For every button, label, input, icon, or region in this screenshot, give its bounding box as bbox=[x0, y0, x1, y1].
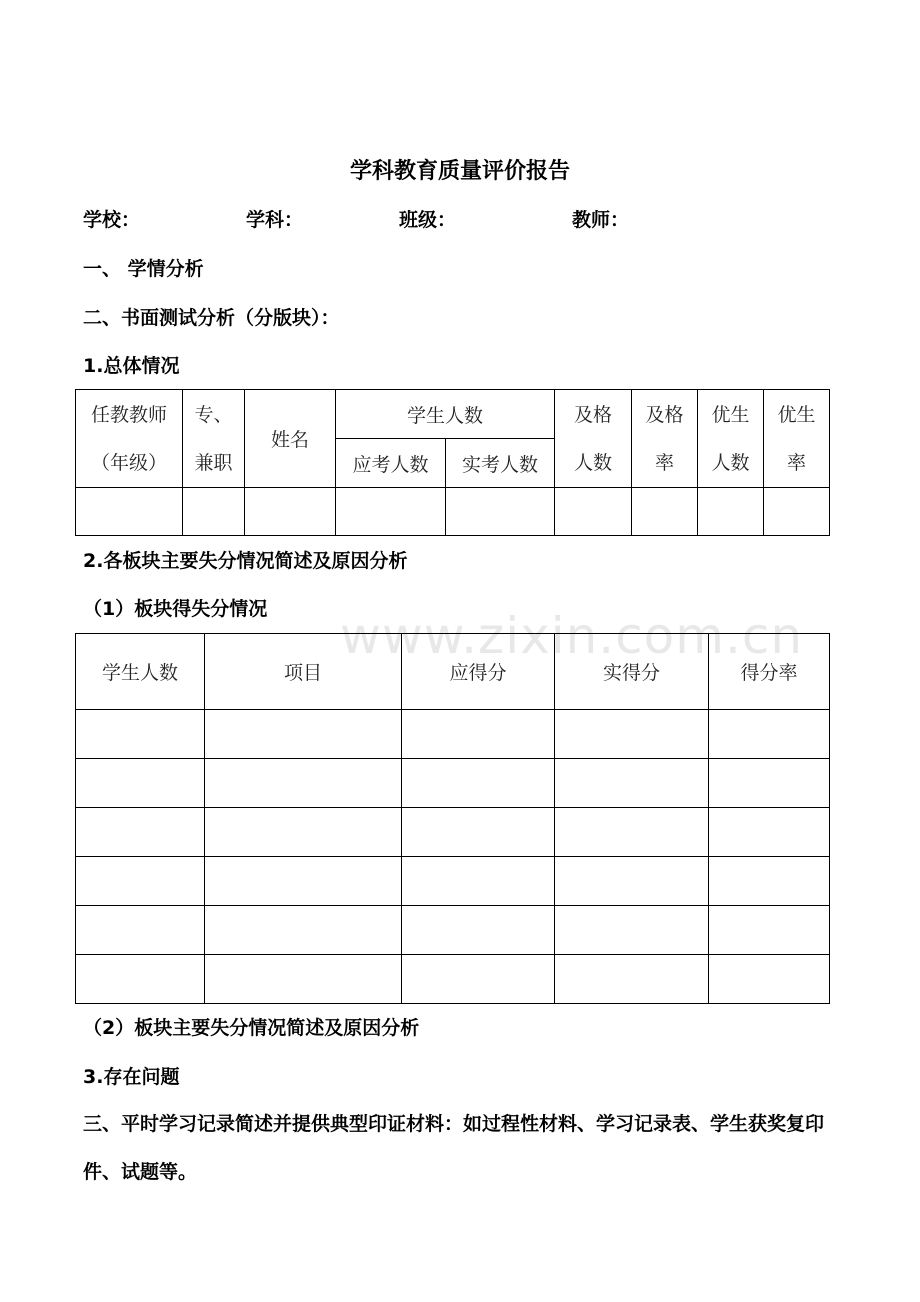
table-cell bbox=[555, 488, 632, 536]
table-cell bbox=[446, 488, 555, 536]
header-employment-type: 专、 兼职 bbox=[183, 390, 245, 488]
subsection-overall: 1.总体情况 bbox=[83, 355, 180, 377]
subsection-loss-analysis: （2）板块主要失分情况简述及原因分析 bbox=[83, 1017, 420, 1039]
header-item: 项目 bbox=[205, 634, 402, 710]
section-learning-analysis: 一、 学情分析 bbox=[83, 258, 204, 280]
teacher-label: 教师： bbox=[572, 209, 630, 231]
header-score-rate: 得分率 bbox=[709, 634, 830, 710]
table-cell bbox=[698, 488, 764, 536]
table-row bbox=[76, 857, 830, 906]
school-label: 学校： bbox=[83, 209, 141, 231]
table-cell bbox=[336, 488, 446, 536]
header-actual-count: 实考人数 bbox=[446, 439, 555, 488]
section-written-test: 二、书面测试分析（分版块）： bbox=[83, 307, 340, 329]
section-score-table bbox=[75, 633, 830, 1004]
subsection-section-loss: 2.各板块主要失分情况简述及原因分析 bbox=[83, 550, 408, 572]
header-student-count: 学生人数 bbox=[76, 634, 205, 710]
table-row bbox=[76, 759, 830, 808]
header-pass-count: 及格 人数 bbox=[555, 390, 632, 488]
header-name: 姓名 bbox=[245, 390, 336, 488]
table-row bbox=[76, 906, 830, 955]
watermark: www.zixin.com.cn bbox=[340, 607, 804, 665]
subject-label: 学科： bbox=[246, 209, 304, 231]
header-teacher-grade: 任教教师 （年级） bbox=[76, 390, 183, 488]
header-excellent-count: 优生 人数 bbox=[698, 390, 764, 488]
page-title: 学科教育质量评价报告 bbox=[349, 159, 570, 184]
class-label: 班级： bbox=[399, 209, 457, 231]
table-cell bbox=[764, 488, 830, 536]
table-row bbox=[76, 710, 830, 759]
info-row bbox=[83, 206, 843, 234]
header-full-score: 应得分 bbox=[402, 634, 555, 710]
table-header-row bbox=[76, 634, 830, 710]
header-expected-count: 应考人数 bbox=[336, 439, 446, 488]
table-cell bbox=[183, 488, 245, 536]
section-learning-records: 三、平时学习记录简述并提供典型印证材料：如过程性材料、学习记录表、学生获奖复印件、试题等。 bbox=[83, 1113, 825, 1183]
overall-table bbox=[75, 389, 830, 536]
subsection-problems: 3.存在问题 bbox=[83, 1066, 180, 1088]
table-row bbox=[76, 488, 830, 536]
header-excellent-rate: 优生 率 bbox=[764, 390, 830, 488]
table-row bbox=[76, 955, 830, 1004]
table-cell bbox=[76, 488, 183, 536]
header-pass-rate: 及格 率 bbox=[632, 390, 698, 488]
table-row bbox=[76, 808, 830, 857]
table-cell bbox=[632, 488, 698, 536]
table-cell bbox=[245, 488, 336, 536]
subsection-section-scores: （1）板块得失分情况 bbox=[83, 598, 268, 620]
header-student-count: 学生人数 bbox=[336, 390, 555, 439]
header-actual-score: 实得分 bbox=[555, 634, 709, 710]
